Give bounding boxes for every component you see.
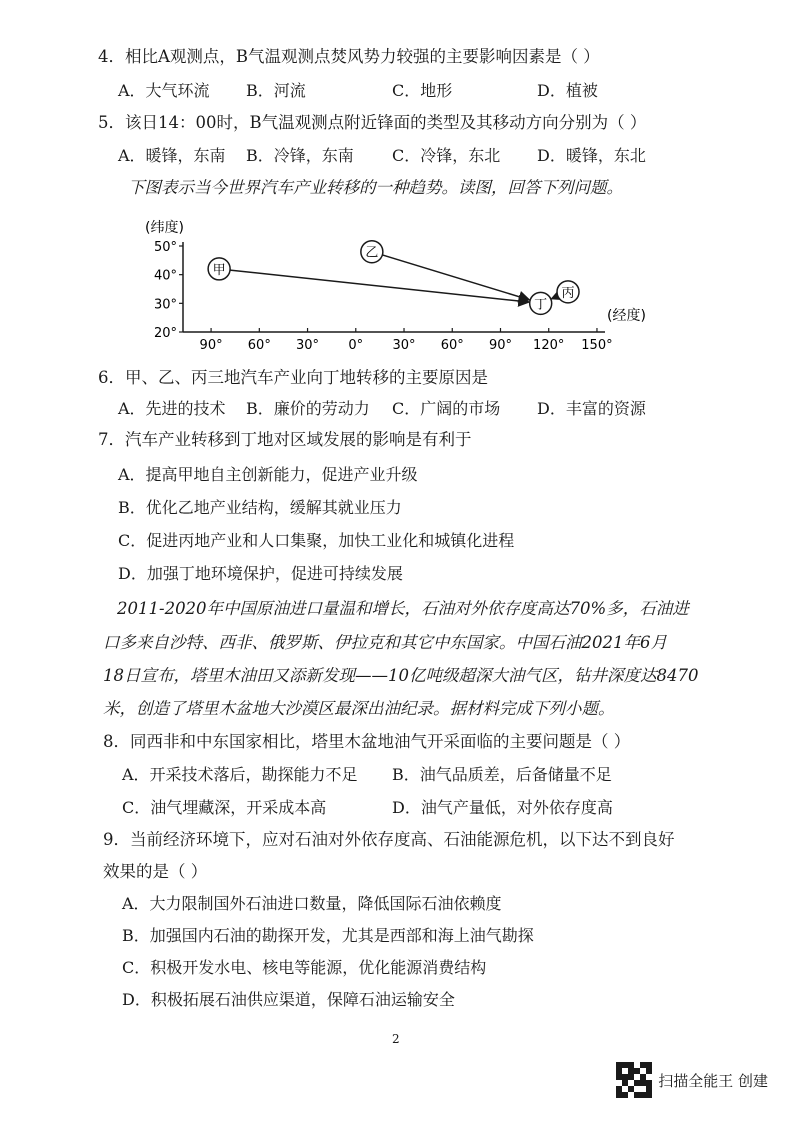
question-9-option-a: A．大力限制国外石油进口数量，降低国际石油依赖度: [122, 894, 502, 913]
question-4-option-d: D．植被: [537, 81, 598, 100]
x-tick-label: 0°: [348, 338, 364, 353]
x-tick-label: 120°: [533, 338, 565, 353]
passage-line-2: 口多来自沙特、西非、俄罗斯、伊拉克和其它中东国家。中国石油2021年6月: [103, 633, 667, 652]
question-7-option-d: D．加强丁地环境保护，促进可持续发展: [118, 564, 403, 583]
passage-line-3: 18日宣布，塔里木油田又添新发现——10亿吨级超深大油气区，钻井深度达8470: [103, 666, 699, 685]
question-5-stem: 5．该日14：00时，B气温观测点附近锋面的类型及其移动方向分别为（ ）: [98, 113, 647, 132]
x-tick-label: 30°: [392, 338, 416, 353]
question-6-option-a: A．先进的技术: [118, 399, 226, 418]
qr-code-icon: [616, 1062, 652, 1098]
question-9-stem-line-2: 效果的是（ ）: [103, 862, 208, 881]
x-tick-label: 60°: [247, 338, 271, 353]
question-6-stem: 6．甲、乙、丙三地汽车产业向丁地转移的主要原因是: [98, 368, 488, 387]
y-tick-label: 30°: [153, 297, 177, 313]
y-tick-label: 50°: [153, 240, 177, 255]
question-7-option-b: B．优化乙地产业结构，缓解其就业压力: [118, 498, 402, 517]
passage-line-1: 2011-2020年中国原油进口量温和增长，石油对外依存度高达70%多，石油进: [117, 599, 689, 618]
question-5-option-c: C．冷锋，东北: [392, 146, 501, 165]
question-6-option-b: B．廉价的劳动力: [246, 399, 370, 418]
question-7-option-a: A．提高甲地自主创新能力，促进产业升级: [118, 465, 418, 484]
question-6-option-d: D．丰富的资源: [537, 399, 646, 418]
question-7-stem: 7．汽车产业转移到丁地对区域发展的影响是有利于: [98, 430, 472, 449]
question-8-option-d: D．油气产量低，对外依存度高: [392, 798, 613, 817]
footer-watermark: [616, 1062, 768, 1098]
question-5-option-d: D．暖锋，东北: [537, 146, 646, 165]
question-9-option-c: C．积极开发水电、核电等能源，优化能源消费结构: [122, 958, 487, 977]
question-9-stem-line-1: 9．当前经济环境下，应对石油对外依存度高、石油能源危机，以下达不到良好: [103, 830, 675, 849]
y-axis-label: (纬度): [145, 220, 184, 236]
point-label: 甲: [212, 262, 226, 278]
point-label: 丙: [561, 285, 575, 301]
y-tick-label: 20°: [153, 326, 177, 341]
question-9-option-d: D．积极拓展石油供应渠道，保障石油运输安全: [122, 990, 455, 1009]
auto-industry-shift-chart: [145, 210, 665, 360]
footer-brand-text: 扫描全能王 创建: [658, 1071, 768, 1090]
question-7-option-c: C．促进丙地产业和人口集聚，加快工业化和城镇化进程: [118, 531, 515, 550]
question-8-option-a: A．开采技术落后，勘探能力不足: [122, 765, 358, 784]
question-4-option-c: C．地形: [392, 81, 453, 100]
point-label: 乙: [365, 245, 379, 261]
chart-intro-text: 下图表示当今世界汽车产业转移的一种趋势。读图，回答下列问题。: [128, 178, 623, 197]
question-6-option-c: C．广阔的市场: [392, 399, 501, 418]
x-tick-label: 30°: [296, 338, 320, 353]
question-8-option-b: B．油气品质差，后备储量不足: [392, 765, 612, 784]
x-tick-label: 60°: [440, 338, 464, 353]
question-5-option-a: A．暖锋，东南: [118, 146, 226, 165]
page-number: 2: [392, 1032, 400, 1046]
passage-line-4: 米，创造了塔里木盆地大沙漠区最深出油纪录。据材料完成下列小题。: [103, 699, 615, 718]
question-8-stem: 8．同西非和中东国家相比，塔里木盆地油气开采面临的主要问题是（ ）: [103, 732, 631, 751]
y-tick-label: 40°: [153, 268, 177, 284]
x-tick-label: 90°: [199, 338, 223, 353]
x-tick-label: 90°: [488, 338, 513, 353]
point-label: 丁: [534, 297, 548, 313]
arrow-乙-to-丁: [382, 255, 529, 300]
arrow-丙-to-丁: [552, 296, 558, 299]
question-4-option-b: B．河流: [246, 81, 306, 100]
x-axis-label: (经度): [607, 308, 646, 324]
question-4-option-a: A．大气环流: [118, 81, 210, 100]
x-tick-label: 150°: [581, 338, 613, 353]
question-5-option-b: B．冷锋，东南: [246, 146, 354, 165]
question-8-option-c: C．油气埋藏深，开采成本高: [122, 798, 327, 817]
question-9-option-b: B．加强国内石油的勘探开发，尤其是西部和海上油气勘探: [122, 926, 534, 945]
question-4-stem: 4．相比A观测点，B气温观测点焚风势力较强的主要影响因素是（ ）: [98, 47, 600, 66]
